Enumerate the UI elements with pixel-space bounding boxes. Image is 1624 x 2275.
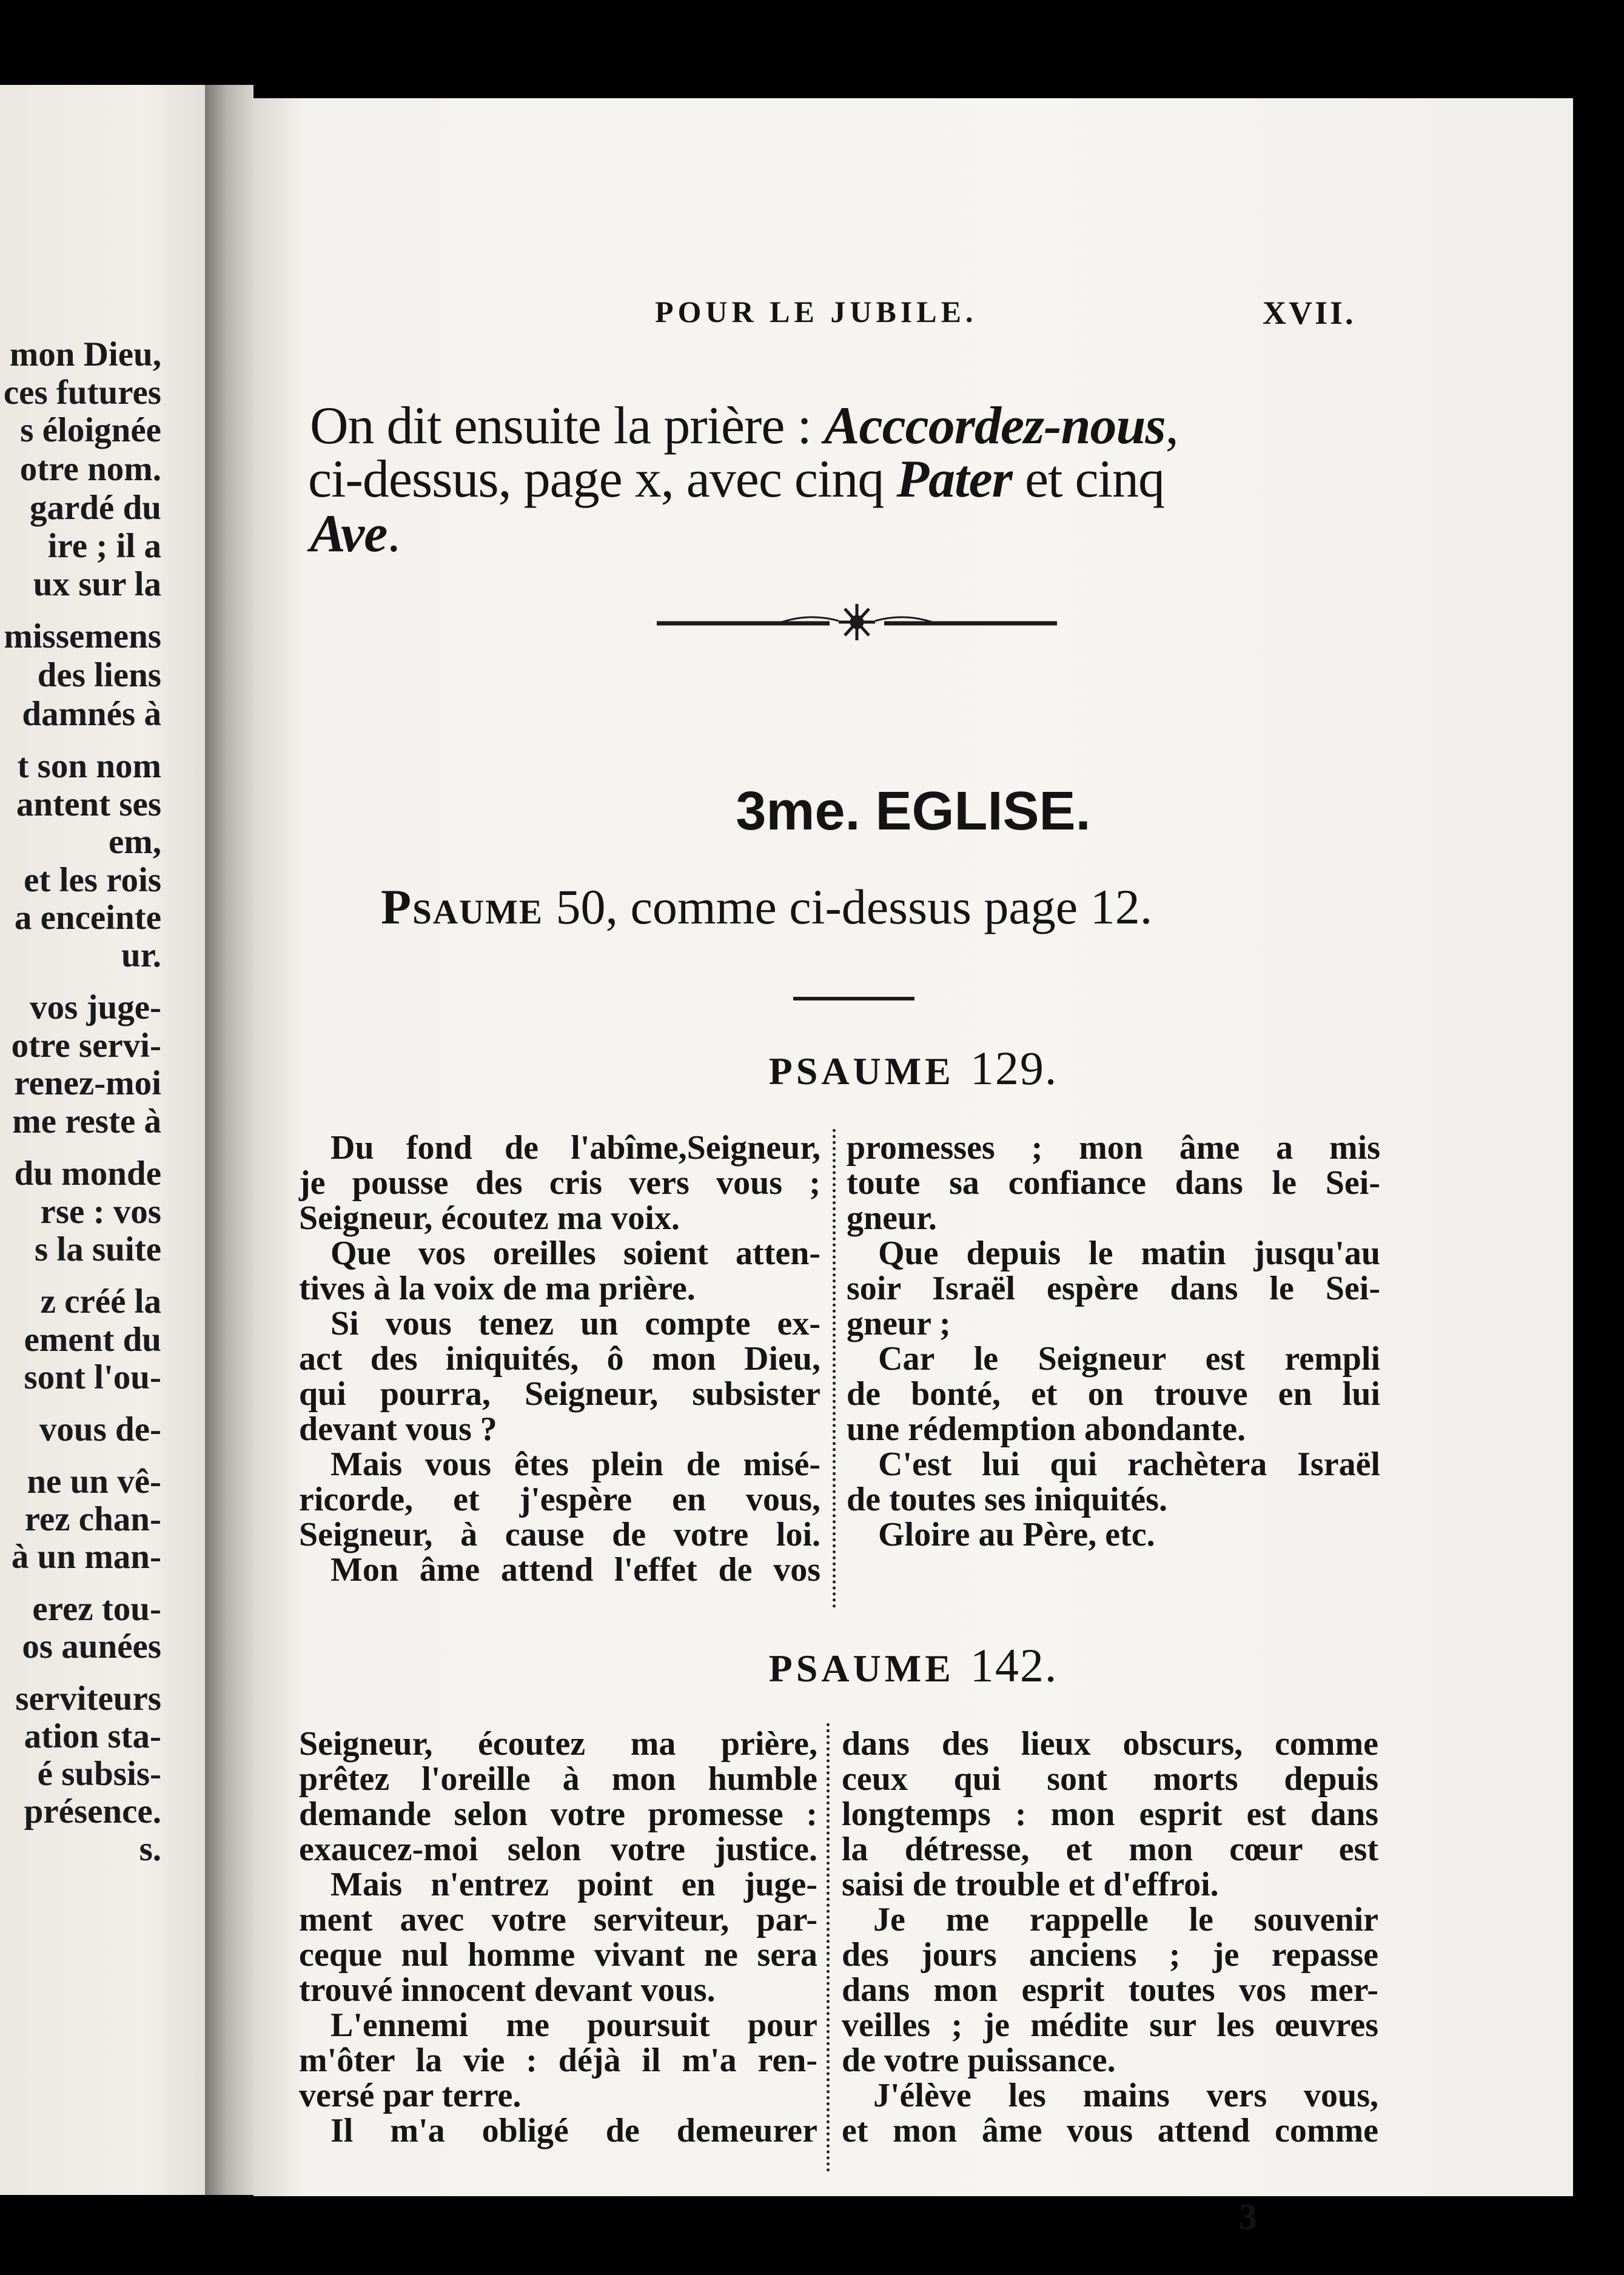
verse-line: versé par terre. <box>299 2077 522 2114</box>
left-page-line: os aunées <box>22 1627 161 1666</box>
verse-line: je pousse des cris vers vous ; <box>299 1164 820 1202</box>
left-page-line: t son nom <box>17 747 161 785</box>
page-number: XVII. <box>1263 295 1356 331</box>
signature-mark: 3 <box>1239 2197 1257 2237</box>
left-page-line: serviteurs <box>15 1680 161 1718</box>
running-title: POUR LE JUBILE. <box>655 295 978 329</box>
verse-line: des jours anciens ; je repasse <box>842 1936 1378 1974</box>
left-page-line: em, <box>108 823 161 861</box>
verse-line: exaucez-moi selon votre justice. <box>299 1831 817 1868</box>
verse-line: dans des lieux obscurs, comme <box>842 1725 1378 1763</box>
verse-line: C'est lui qui rachètera Israël <box>878 1446 1380 1483</box>
verse-line: demande selon votre promesse : <box>299 1795 817 1833</box>
left-page-line: s éloignée <box>20 411 161 449</box>
verse-line: Mon âme attend l'effet de vos <box>331 1551 820 1589</box>
left-page-line: s. <box>139 1830 161 1868</box>
left-page-line: sont l'ou- <box>24 1358 161 1396</box>
verse-line: m'ôter la vie : déjà il m'a ren- <box>299 2042 817 2079</box>
verse-line: la détresse, et mon cœur est <box>842 1831 1378 1868</box>
left-page-line: é subsis- <box>37 1755 161 1793</box>
verse-line: de toutes ses iniquités. <box>847 1481 1167 1518</box>
verse-line: act des iniquités, ô mon Dieu, <box>299 1340 820 1378</box>
left-page-line: rez chan- <box>24 1500 161 1538</box>
left-page-line: présence. <box>24 1792 161 1831</box>
left-page-line: gardé du <box>30 489 161 527</box>
left-page-line: antent ses <box>16 785 161 823</box>
verse-line: Si vous tenez un compte ex- <box>331 1305 820 1342</box>
verse-line: gneur ; <box>847 1305 951 1342</box>
verse-line: Seigneur, écoutez ma prière, <box>299 1725 817 1763</box>
left-page-line: mon Dieu, <box>9 335 161 374</box>
psalm-129-title: PSAUME 129. <box>768 1042 1058 1094</box>
intro-line-1: On dit ensuite la prière : Acccordez-nous, <box>310 397 1178 455</box>
psalm-142-title: PSAUME 142. <box>768 1639 1058 1692</box>
verse-line: Que depuis le matin jusqu'au <box>878 1235 1380 1272</box>
verse-line: Mais vous êtes plein de misé- <box>331 1446 820 1483</box>
psalm-129-left-column <box>299 1130 820 1587</box>
left-page-line: ement du <box>24 1321 161 1359</box>
verse-line: Que vos oreilles soient atten- <box>331 1235 820 1272</box>
left-page-line: vos juge- <box>30 988 161 1027</box>
intro-line-2: ci-dessus, page x, avec cinq Pater et cinq <box>308 450 1164 509</box>
verse-line: Car le Seigneur est rempli <box>878 1340 1380 1378</box>
verse-line: Seigneur, écoutez ma voix. <box>299 1199 680 1237</box>
left-page-line: ur. <box>121 936 161 974</box>
verse-line: Il m'a obligé de demeurer <box>331 2112 817 2149</box>
psalm-129-right-column <box>847 1130 1380 1552</box>
short-rule <box>793 997 914 1000</box>
left-page-line: du monde <box>14 1154 161 1193</box>
verse-line: de votre puissance. <box>842 2042 1116 2079</box>
verse-line: promesses ; mon âme a mis <box>847 1129 1380 1167</box>
verse-line: soir Israël espère dans le Sei- <box>847 1270 1380 1307</box>
verse-line: une rédemption abondante. <box>847 1410 1246 1448</box>
verse-line: dans mon esprit toutes vos mer- <box>842 1971 1378 2009</box>
left-page-line: ux sur la <box>33 565 161 603</box>
verse-line: qui pourra, Seigneur, subsister <box>299 1375 820 1413</box>
left-page-line: me reste à <box>12 1102 161 1141</box>
verse-line: ceque nul homme vivant ne sera <box>299 1936 817 1974</box>
left-page-line: otre servi- <box>11 1027 161 1065</box>
left-page-line: missemens <box>4 617 161 655</box>
verse-line: saisi de trouble et d'effroi. <box>842 1866 1219 1903</box>
verse-line: trouvé innocent devant vous. <box>299 1971 716 2009</box>
left-page-line: a enceinte <box>14 899 161 937</box>
previous-page-fragment <box>0 85 205 2195</box>
left-page-line: ces futures <box>3 374 161 412</box>
left-page-line: et les rois <box>24 861 161 899</box>
verse-line: Seigneur, à cause de votre loi. <box>299 1516 820 1553</box>
left-page-line: ne un vê- <box>27 1462 161 1501</box>
left-page-line: renez-moi <box>14 1064 161 1102</box>
book-gutter <box>205 85 253 2195</box>
verse-line: Mais n'entrez point en juge- <box>331 1866 817 1903</box>
left-page-line: erez tou- <box>32 1590 161 1628</box>
left-page-line: otre nom. <box>19 450 161 488</box>
verse-line: longtemps : mon esprit est dans <box>842 1795 1378 1833</box>
column-separator <box>833 1129 836 1608</box>
left-page-line: ation sta- <box>24 1717 161 1755</box>
verse-line: ment avec votre serviteur, par- <box>299 1901 817 1938</box>
verse-line: Gloire au Père, etc. <box>878 1516 1155 1553</box>
intro-line-3: Ave. <box>310 504 400 563</box>
left-page-line: vous de- <box>39 1410 161 1449</box>
psalm-50-reference: Psaume 50, comme ci-dessus page 12. <box>381 879 1153 934</box>
verse-line: devant vous ? <box>299 1410 497 1448</box>
book-page <box>253 98 1573 2237</box>
verse-line: et mon âme vous attend comme <box>842 2112 1378 2149</box>
psalm-142-right-column <box>842 1726 1378 2148</box>
column-separator <box>827 1723 830 2172</box>
verse-line: L'ennemi me poursuit pour <box>331 2006 817 2044</box>
verse-line: ceux qui sont morts depuis <box>842 1760 1378 1798</box>
left-page-line: ire ; il a <box>47 527 161 565</box>
verse-line: de bonté, et on trouve en lui <box>847 1375 1380 1413</box>
left-page-line: des liens <box>37 656 161 694</box>
psalm-142-left-column <box>299 1726 817 2148</box>
verse-line: gneur. <box>847 1199 937 1237</box>
left-page-line: z créé la <box>40 1282 161 1321</box>
verse-line: tives à la voix de ma prière. <box>299 1270 696 1307</box>
verse-line: prêtez l'oreille à mon humble <box>299 1760 817 1798</box>
verse-line: toute sa confiance dans le Sei- <box>847 1164 1380 1202</box>
church-heading: 3me. EGLISE. <box>736 781 1091 842</box>
verse-line: Du fond de l'abîme,Seigneur, <box>331 1129 820 1167</box>
left-page-line: rse : vos <box>40 1193 161 1231</box>
left-page-line: s la suite <box>34 1230 161 1268</box>
left-page-line: damnés à <box>22 695 161 733</box>
verse-line: ricorde, et j'espère en vous, <box>299 1481 820 1518</box>
verse-line: J'élève les mains vers vous, <box>873 2077 1378 2114</box>
verse-line: veilles ; je médite sur les œuvres <box>842 2006 1378 2044</box>
left-page-line: à un man- <box>11 1538 161 1576</box>
ornament-divider <box>657 600 1057 643</box>
verse-line: Je me rappelle le souvenir <box>873 1901 1378 1938</box>
